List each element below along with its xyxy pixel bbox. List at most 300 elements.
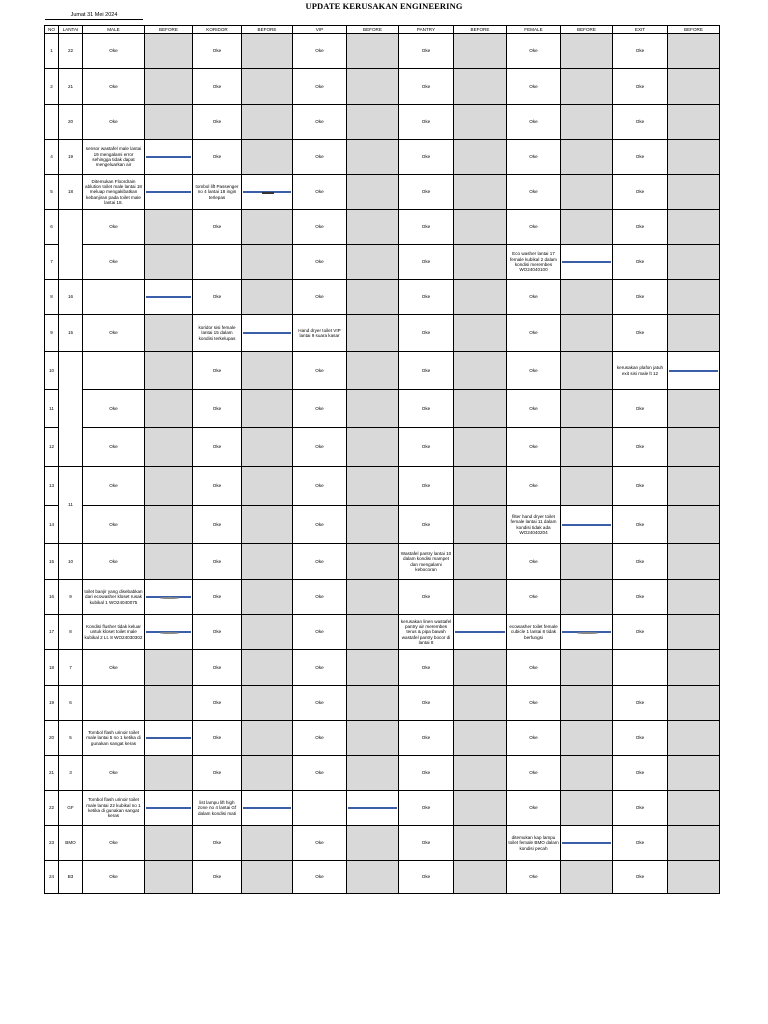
floor-cell: 8 <box>59 615 83 650</box>
male-status-cell <box>83 686 145 721</box>
vip-status-cell: Oke <box>293 756 347 791</box>
pantry-status-cell: Oke <box>399 861 454 894</box>
exit-status-cell: kerusakan plafon jatuh exit sisi male lt 12 <box>613 352 668 390</box>
vip-before-cell <box>347 34 399 69</box>
exit-before-cell <box>668 506 720 544</box>
floor-cell: 20 <box>59 105 83 140</box>
male-status-cell: Oke <box>83 390 145 428</box>
female-before-cell <box>561 650 613 686</box>
pantry-before-cell <box>454 544 507 580</box>
koridor-before-cell <box>242 390 293 428</box>
koridor-before-cell <box>242 686 293 721</box>
female-before-cell <box>561 140 613 175</box>
vip-status-cell: Oke <box>293 544 347 580</box>
male-before-cell <box>145 686 193 721</box>
vip-before-cell <box>347 140 399 175</box>
koridor-status-cell: Oke <box>193 428 242 467</box>
male-before-cell <box>145 861 193 894</box>
female-status-cell: Oke <box>507 650 561 686</box>
female-before-cell <box>561 69 613 105</box>
female-status-cell: Oke <box>507 390 561 428</box>
female-before-cell <box>561 756 613 791</box>
exit-status-cell <box>613 650 668 686</box>
urinal-flash-photo[interactable] <box>146 737 191 739</box>
pantry-status-cell: Wastafel pantry lantai 10 dalam kondisi mampet dan mengalami kebocoran <box>399 544 454 580</box>
exit-status-cell: Oke <box>613 280 668 315</box>
vip-dryer-photo[interactable] <box>348 807 397 809</box>
floor-cell: 3 <box>59 756 83 791</box>
koridor-status-cell: Oke <box>193 544 242 580</box>
row-number: 8 <box>45 280 59 315</box>
column-header-female: FEMALE <box>507 26 561 34</box>
female-before-cell <box>561 791 613 826</box>
male-status-cell: Tombol flash urinoir toilet male lantai 22 kubikal no 1 ketika di gunakan sangat keras <box>83 791 145 826</box>
female-before-cell <box>561 506 613 544</box>
koridor-status-cell: Oke <box>193 34 242 69</box>
male-status-cell: Ditemukan Floordrain ablution toilet male lantai 18 meluap mengakibatkan kebanjiran pada toilet male lantai 18. <box>83 175 145 210</box>
table-row <box>45 467 720 506</box>
pantry-sink-photo[interactable] <box>455 631 505 633</box>
vip-before-cell <box>347 69 399 105</box>
vip-status-cell: Oke <box>293 245 347 280</box>
female-before-cell <box>561 105 613 140</box>
row-number: 11 <box>45 390 59 428</box>
pantry-before-cell <box>454 826 507 861</box>
koridor-before-cell <box>242 428 293 467</box>
exit-before-cell <box>668 861 720 894</box>
exit-before-cell <box>668 245 720 280</box>
exit-status-cell: Oke <box>613 390 668 428</box>
koridor-status-cell: koridor sisi female lantai 15 dalam kondisi terkelupas <box>193 315 242 352</box>
exit-before-cell <box>668 686 720 721</box>
exit-before-cell <box>668 650 720 686</box>
koridor-status-cell: Oke <box>193 140 242 175</box>
vip-status-cell <box>293 791 347 826</box>
female-status-cell: Oke <box>507 428 561 467</box>
vip-status-cell: Oke <box>293 580 347 615</box>
vip-before-cell <box>347 390 399 428</box>
vip-before-cell <box>347 280 399 315</box>
exit-status-cell: Oke <box>613 467 668 506</box>
vip-status-cell: Hand dryer toilet VIP lantai 9 suara kasar <box>293 315 347 352</box>
koridor-before-cell <box>242 280 293 315</box>
female-status-cell: Oke <box>507 756 561 791</box>
vip-before-cell <box>347 615 399 650</box>
female-before-cell <box>561 210 613 245</box>
table-row <box>45 390 720 428</box>
table-row <box>45 615 720 650</box>
koridor-before-cell <box>242 826 293 861</box>
exit-status-cell: Oke <box>613 175 668 210</box>
pantry-before-cell <box>454 34 507 69</box>
table-row <box>45 826 720 861</box>
pantry-status-cell: Oke <box>399 686 454 721</box>
exit-before-cell <box>668 467 720 506</box>
vip-before-cell <box>347 352 399 390</box>
table-row <box>45 280 720 315</box>
pantry-status-cell: Oke <box>399 580 454 615</box>
koridor-before-cell <box>242 210 293 245</box>
koridor-before-cell <box>242 140 293 175</box>
vip-status-cell: Oke <box>293 861 347 894</box>
pantry-before-cell <box>454 140 507 175</box>
koridor-before-cell <box>242 544 293 580</box>
table-row <box>45 175 720 210</box>
male-status-cell: Oke <box>83 210 145 245</box>
exit-status-cell: Oke <box>613 686 668 721</box>
vip-before-cell <box>347 105 399 140</box>
female-status-cell: Oke <box>507 721 561 756</box>
eco-washer-photo[interactable] <box>562 261 611 263</box>
exit-before-cell <box>668 721 720 756</box>
vip-status-cell: Oke <box>293 428 347 467</box>
exit-before-cell <box>668 105 720 140</box>
floor-cell: GF <box>59 791 83 826</box>
table-row <box>45 861 720 894</box>
pantry-before-cell <box>454 615 507 650</box>
vip-status-cell: Oke <box>293 650 347 686</box>
pantry-status-cell: kerusakan linen wastafel pantry air merembes terus & pipa bawah wastafel pantry bocor di lantai 8 <box>399 615 454 650</box>
exit-before-cell <box>668 69 720 105</box>
pantry-before-cell <box>454 245 507 280</box>
exit-status-cell: Oke <box>613 315 668 352</box>
pantry-status-cell: Oke <box>399 315 454 352</box>
damage-report-table <box>44 25 720 894</box>
vip-status-cell: Oke <box>293 352 347 390</box>
pantry-status-cell: Oke <box>399 428 454 467</box>
pantry-status-cell: Oke <box>399 280 454 315</box>
column-header-before: BEFORE <box>347 26 399 34</box>
ecowasher-photo[interactable] <box>562 631 611 633</box>
female-status-cell: Oke <box>507 467 561 506</box>
table-row <box>45 650 720 686</box>
pantry-status-cell: Oke <box>399 826 454 861</box>
koridor-status-cell: Oke <box>193 826 242 861</box>
flooded-toilet-photo[interactable] <box>146 596 191 598</box>
male-before-cell <box>145 175 193 210</box>
pantry-status-cell: Oke <box>399 390 454 428</box>
floor-cell: 18 <box>59 175 83 210</box>
male-status-cell: Oke <box>83 34 145 69</box>
row-number: 18 <box>45 650 59 686</box>
vip-before-cell <box>347 756 399 791</box>
male-before-cell <box>145 210 193 245</box>
male-before-cell <box>145 721 193 756</box>
pantry-status-cell: Oke <box>399 34 454 69</box>
exit-status-cell: Oke <box>613 69 668 105</box>
male-status-cell: Oke <box>83 69 145 105</box>
hand-dryer-photo[interactable] <box>146 296 191 298</box>
vip-before-cell <box>347 544 399 580</box>
pantry-status-cell: Oke <box>399 721 454 756</box>
koridor-before-cell <box>242 352 293 390</box>
row-number: 10 <box>45 352 59 390</box>
vip-status-cell: Oke <box>293 615 347 650</box>
table-body <box>45 34 720 894</box>
floor-cell <box>59 210 83 280</box>
column-header-male: MALE <box>83 26 145 34</box>
exit-status-cell: Oke <box>613 861 668 894</box>
pantry-before-cell <box>454 580 507 615</box>
floordrain-photo[interactable] <box>146 191 191 193</box>
female-before-cell <box>561 280 613 315</box>
exit-status-cell: Oke <box>613 721 668 756</box>
exit-before-cell <box>668 756 720 791</box>
female-status-cell: Oke <box>507 686 561 721</box>
pantry-status-cell: Oke <box>399 506 454 544</box>
exit-before-cell <box>668 791 720 826</box>
table-row <box>45 315 720 352</box>
female-before-cell <box>561 467 613 506</box>
female-status-cell: filter hand dryer toilet female lantai 11 dalam kondisi tidak ada WO24040204 <box>507 506 561 544</box>
row-number: 6 <box>45 210 59 245</box>
female-status-cell: ecowasher toilet female cubicle 1 lantai 8 tidak berfungsi <box>507 615 561 650</box>
koridor-status-cell: Oke <box>193 615 242 650</box>
male-before-cell <box>145 245 193 280</box>
pantry-status-cell: Oke <box>399 791 454 826</box>
row-number: 1 <box>45 34 59 69</box>
pantry-status-cell: Oke <box>399 140 454 175</box>
column-header-before: BEFORE <box>561 26 613 34</box>
male-status-cell: Oke <box>83 756 145 791</box>
exit-before-cell <box>668 615 720 650</box>
koridor-before-cell <box>242 315 293 352</box>
female-before-cell <box>561 580 613 615</box>
vip-status-cell: Oke <box>293 105 347 140</box>
koridor-status-cell: Oke <box>193 467 242 506</box>
male-status-cell: Oke <box>83 315 145 352</box>
row-number: 12 <box>45 428 59 467</box>
koridor-before-cell <box>242 721 293 756</box>
column-header-before: BEFORE <box>454 26 507 34</box>
exit-status-cell: Oke <box>613 506 668 544</box>
row-number: 14 <box>45 506 59 544</box>
exit-status-cell: Oke <box>613 105 668 140</box>
table-row <box>45 506 720 544</box>
exit-status-cell: Oke <box>613 756 668 791</box>
table-row <box>45 210 720 245</box>
floor-cell: 11 <box>59 467 83 544</box>
male-before-cell <box>145 467 193 506</box>
exit-before-cell <box>668 580 720 615</box>
lamp-cover-photo[interactable] <box>562 842 611 844</box>
column-header-lantai: LANTAI <box>59 26 83 34</box>
koridor-status-cell: Oke <box>193 390 242 428</box>
female-before-cell <box>561 686 613 721</box>
table-row <box>45 756 720 791</box>
vip-before-cell <box>347 506 399 544</box>
exit-before-cell <box>668 140 720 175</box>
female-status-cell: Oke <box>507 580 561 615</box>
koridor-status-cell: Oke <box>193 686 242 721</box>
koridor-before-cell <box>242 756 293 791</box>
pantry-before-cell <box>454 69 507 105</box>
pantry-before-cell <box>454 756 507 791</box>
urinal-photo[interactable] <box>146 807 191 809</box>
exit-status-cell: Oke <box>613 428 668 467</box>
female-before-cell <box>561 544 613 580</box>
exit-status-cell: Oke <box>613 245 668 280</box>
exit-status-cell: Oke <box>613 544 668 580</box>
koridor-before-cell <box>242 506 293 544</box>
female-status-cell: Eco washer lantai 17 female kubikal 2 dalam kondisi merembes WO24040100 <box>507 245 561 280</box>
koridor-before-cell <box>242 175 293 210</box>
column-header-exit: EXIT <box>613 26 668 34</box>
male-status-cell: Oke <box>83 245 145 280</box>
female-status-cell: Oke <box>507 791 561 826</box>
column-header-before: BEFORE <box>242 26 293 34</box>
row-number: 17 <box>45 615 59 650</box>
koridor-before-cell <box>242 861 293 894</box>
table-row <box>45 721 720 756</box>
koridor-before-cell <box>242 650 293 686</box>
pantry-status-cell: Oke <box>399 467 454 506</box>
female-status-cell: Oke <box>507 69 561 105</box>
pantry-status-cell: Oke <box>399 105 454 140</box>
report-date: Jumat 31 Mei 2024 <box>45 12 143 20</box>
floor-cell: 9 <box>59 580 83 615</box>
koridor-before-cell <box>242 580 293 615</box>
pantry-before-cell <box>454 105 507 140</box>
vip-status-cell: Oke <box>293 826 347 861</box>
koridor-before-cell <box>242 105 293 140</box>
column-header-before: BEFORE <box>668 26 720 34</box>
row-number: 13 <box>45 467 59 506</box>
vip-before-cell <box>347 721 399 756</box>
vip-before-cell <box>347 580 399 615</box>
pantry-status-cell: Oke <box>399 69 454 105</box>
row-number: 19 <box>45 686 59 721</box>
pantry-before-cell <box>454 280 507 315</box>
female-status-cell: Oke <box>507 280 561 315</box>
pantry-status-cell: Oke <box>399 245 454 280</box>
female-before-cell <box>561 826 613 861</box>
floor-cell: 19 <box>59 140 83 175</box>
female-before-cell <box>561 428 613 467</box>
koridor-before-cell <box>242 615 293 650</box>
corridor-wall-photo[interactable] <box>243 332 291 334</box>
document-title: UPDATE KERUSAKAN ENGINEERING <box>305 1 463 11</box>
floor-cell: 15 <box>59 315 83 352</box>
column-header-vip: VIP <box>293 26 347 34</box>
female-status-cell: Oke <box>507 105 561 140</box>
vip-before-cell <box>347 175 399 210</box>
vip-before-cell <box>347 467 399 506</box>
exit-before-cell <box>668 34 720 69</box>
pantry-before-cell <box>454 210 507 245</box>
flusher-photo[interactable] <box>146 631 191 633</box>
female-before-cell <box>561 390 613 428</box>
table-row <box>45 580 720 615</box>
exit-status-cell: Oke <box>613 580 668 615</box>
row-number: 9 <box>45 315 59 352</box>
female-before-cell <box>561 245 613 280</box>
exit-before-cell <box>668 390 720 428</box>
female-status-cell: Oke <box>507 315 561 352</box>
vip-before-cell <box>347 315 399 352</box>
ceiling-damage-photo[interactable] <box>669 370 718 372</box>
table-row <box>45 69 720 105</box>
pantry-status-cell: Oke <box>399 175 454 210</box>
koridor-status-cell: Oke <box>193 756 242 791</box>
sink-photo[interactable] <box>146 156 191 158</box>
female-before-cell <box>561 615 613 650</box>
row-number: 24 <box>45 861 59 894</box>
koridor-before-cell <box>242 791 293 826</box>
floor-cell: 10 <box>59 544 83 580</box>
female-status-cell: ditemukan kap lampu toilet female BMO dalam kondisi pecah <box>507 826 561 861</box>
vip-before-cell <box>347 245 399 280</box>
exit-status-cell: Oke <box>613 210 668 245</box>
pantry-before-cell <box>454 650 507 686</box>
male-before-cell <box>145 650 193 686</box>
female-status-cell: Oke <box>507 34 561 69</box>
koridor-before-cell <box>242 34 293 69</box>
vip-before-cell <box>347 686 399 721</box>
exit-before-cell <box>668 428 720 467</box>
pantry-before-cell <box>454 791 507 826</box>
column-header-before: BEFORE <box>145 26 193 34</box>
koridor-status-cell: Oke <box>193 210 242 245</box>
vip-before-cell <box>347 791 399 826</box>
male-status-cell: Oke <box>83 861 145 894</box>
vip-status-cell: Oke <box>293 69 347 105</box>
row-number: 22 <box>45 791 59 826</box>
male-before-cell <box>145 826 193 861</box>
koridor-status-cell: Oke <box>193 650 242 686</box>
koridor-status-cell: Oke <box>193 280 242 315</box>
vip-before-cell <box>347 861 399 894</box>
female-before-cell <box>561 352 613 390</box>
row-number: 2 <box>45 69 59 105</box>
table-row <box>45 428 720 467</box>
koridor-status-cell: Oke <box>193 580 242 615</box>
pantry-before-cell <box>454 390 507 428</box>
exit-status-cell: Oke <box>613 34 668 69</box>
hand-dryer-filter-photo[interactable] <box>562 524 611 526</box>
pantry-before-cell <box>454 467 507 506</box>
vip-before-cell <box>347 210 399 245</box>
table-row <box>45 245 720 280</box>
koridor-status-cell: Oke <box>193 69 242 105</box>
vip-status-cell: Oke <box>293 390 347 428</box>
koridor-status-cell: Oke <box>193 352 242 390</box>
koridor-before-cell <box>242 69 293 105</box>
male-before-cell <box>145 791 193 826</box>
vip-status-cell: Oke <box>293 34 347 69</box>
koridor-status-cell: Oke <box>193 506 242 544</box>
exit-status-cell: Oke <box>613 615 668 650</box>
female-status-cell: Oke <box>507 544 561 580</box>
koridor-status-cell: Oke <box>193 105 242 140</box>
male-status-cell: sensor wastafel male lantai 19 mengalami error sehingga tidak dapat mengeluarkan air <box>83 140 145 175</box>
male-before-cell <box>145 69 193 105</box>
pantry-status-cell: Oke <box>399 210 454 245</box>
floor-cell: 21 <box>59 69 83 105</box>
pantry-status-cell: Oke <box>399 352 454 390</box>
female-before-cell <box>561 861 613 894</box>
male-before-cell <box>145 506 193 544</box>
lift-button-photo[interactable] <box>243 191 291 193</box>
column-header-no: NO <box>45 26 59 34</box>
row-number: 20 <box>45 721 59 756</box>
row-number <box>45 105 59 140</box>
male-status-cell: Oke <box>83 467 145 506</box>
lift-lamp-photo[interactable] <box>243 807 291 809</box>
vip-status-cell: Oke <box>293 467 347 506</box>
pantry-before-cell <box>454 686 507 721</box>
koridor-status-cell: Oke <box>193 861 242 894</box>
